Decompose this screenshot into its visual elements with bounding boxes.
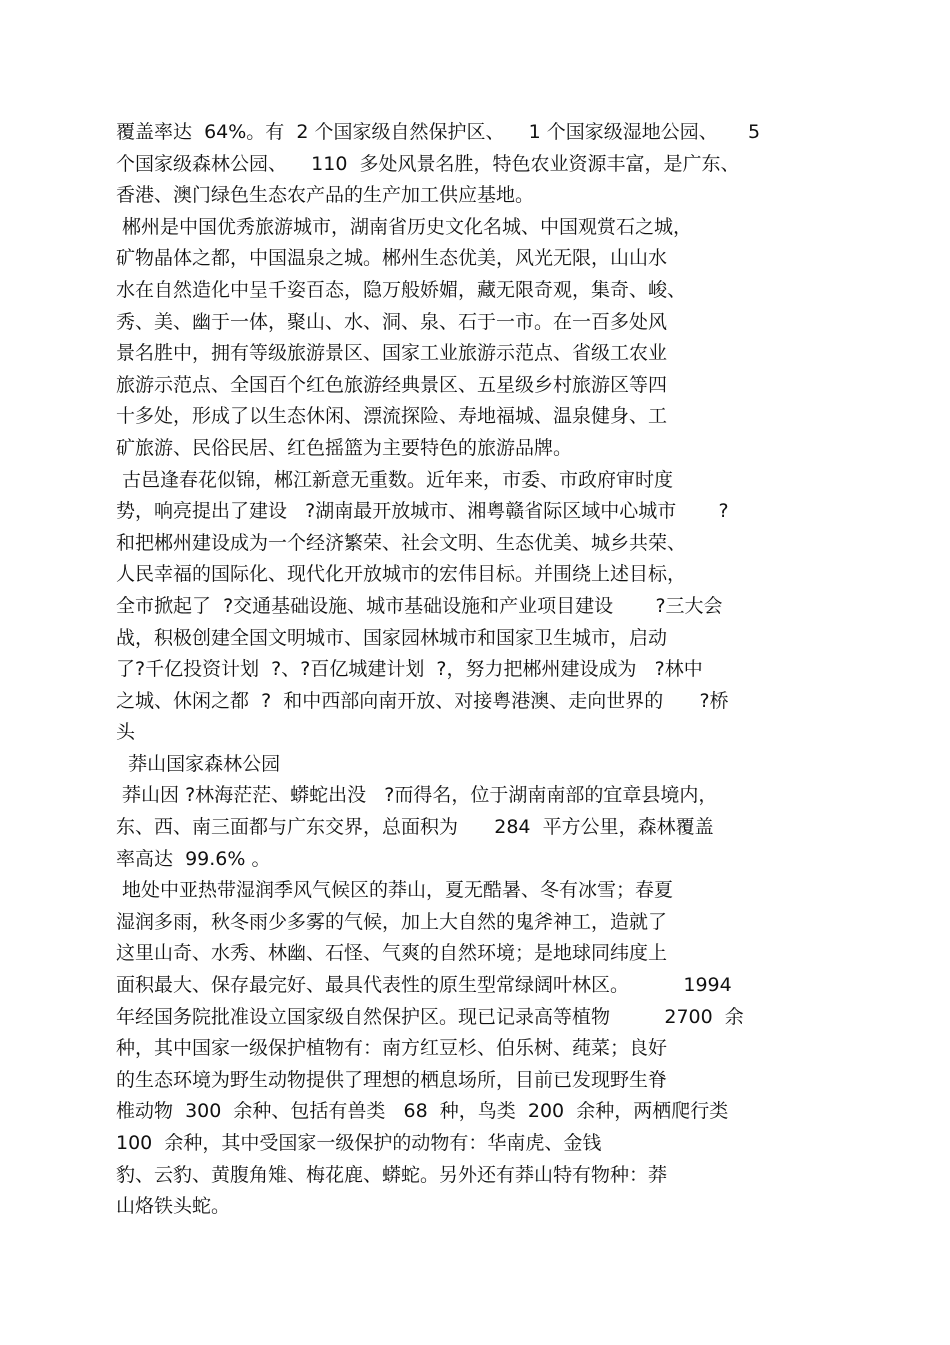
text-line: 椎动物 300 余种、包括有兽类 68 种，鸟类 200 余种，两栖爬行类 xyxy=(116,1100,729,1123)
text-line: 和把郴州建设成为一个经济繁荣、社会文明、生态优美、城乡共荣、 xyxy=(116,531,687,554)
text-line: 这里山奇、水秀、林幽、石怪、气爽的自然环境；是地球同纬度上 xyxy=(116,942,668,965)
text-line: 的生态环境为野生动物提供了理想的栖息场所，目前已发现野生脊 xyxy=(116,1068,668,1091)
text-line: 面积最大、保存最完好、最具代表性的原生型常绿阔叶林区。 1994 xyxy=(116,974,732,997)
text-line: 年经国务院批准设立国家级自然保护区。现已记录高等植物 2700 余 xyxy=(116,1005,744,1028)
text-line: 种，其中国家一级保护植物有：南方红豆杉、伯乐树、莼菜；良好 xyxy=(116,1037,668,1060)
text-line: 十多处，形成了以生态休闲、漂流探险、寿地福城、温泉健身、工 xyxy=(116,405,668,428)
text-line: 莽山国家森林公园 xyxy=(116,752,281,775)
text-line: 旅游示范点、全国百个红色旅游经典景区、五星级乡村旅游区等四 xyxy=(116,373,668,396)
text-line: 势，响亮提出了建设 ?湖南最开放城市、湘粤赣省际区域中心城市 ? xyxy=(116,500,729,523)
text-line: 率高达 99.6% 。 xyxy=(116,847,271,870)
text-line: 湿润多雨，秋冬雨少多雾的气候，加上大自然的鬼斧神工，造就了 xyxy=(116,910,668,933)
text-line: 了?千亿投资计划 ?、?百亿城建计划 ?，努力把郴州建设成为 ?林中 xyxy=(116,658,703,681)
text-line: 全市掀起了 ?交通基础设施、城市基础设施和产业项目建设 ?三大会 xyxy=(116,594,723,617)
text-line: 矿物晶体之都，中国温泉之城。郴州生态优美，风光无限，山山水 xyxy=(116,247,668,270)
text-line: 古邑逢春花似锦，郴江新意无重数。近年来，市委、市政府审时度 xyxy=(116,468,674,491)
text-line: 东、西、南三面都与广东交界，总面积为 284 平方公里，森林覆盖 xyxy=(116,816,714,839)
text-line: 山烙铁头蛇。 xyxy=(116,1195,231,1218)
text-line: 莽山因 ?林海茫茫、蟒蛇出没 ?而得名，位于湖南南部的宜章县境内， xyxy=(116,784,718,807)
text-line: 地处中亚热带湿润季风气候区的莽山，夏无酷暑、冬有冰雪；春夏 xyxy=(116,879,674,902)
text-line: 人民幸福的国际化、现代化开放城市的宏伟目标。并围绕上述目标， xyxy=(116,563,687,586)
text-line: 郴州是中国优秀旅游城市，湖南省历史文化名城、中国观赏石之城， xyxy=(116,215,693,238)
text-line: 豹、云豹、黄腹角雉、梅花鹿、蟒蛇。另外还有莽山特有物种：莽 xyxy=(116,1163,668,1186)
text-line: 覆盖率达 64%。有 2 个国家级自然保护区、 1 个国家级湿地公园、 5 xyxy=(116,121,761,143)
text-line: 矿旅游、民俗民居、红色摇篮为主要特色的旅游品牌。 xyxy=(116,436,573,459)
text-line: 秀、美、幽于一体，聚山、水、洞、泉、石于一市。在一百多处风 xyxy=(116,310,668,333)
document-body xyxy=(116,117,836,1223)
text-line: 头 xyxy=(116,721,136,744)
text-line: 水在自然造化中呈千姿百态，隐万般娇媚，藏无限奇观，集奇、峻、 xyxy=(116,278,687,301)
text-line: 之城、休闲之都 ? 和中西部向南开放、对接粤港澳、走向世界的 ?桥 xyxy=(116,689,729,712)
text-line: 香港、澳门绿色生态农产品的生产加工供应基地。 xyxy=(116,184,535,207)
text-line: 战，积极创建全国文明城市、国家园林城市和国家卫生城市，启动 xyxy=(116,626,668,649)
text-line: 100 余种，其中受国家一级保护的动物有：华南虎、金钱 xyxy=(116,1132,602,1154)
text-line: 个国家级森林公园、 110 多处风景名胜，特色农业资源丰富，是广东、 xyxy=(116,152,740,175)
text-line: 景名胜中，拥有等级旅游景区、国家工业旅游示范点、省级工农业 xyxy=(116,342,668,365)
